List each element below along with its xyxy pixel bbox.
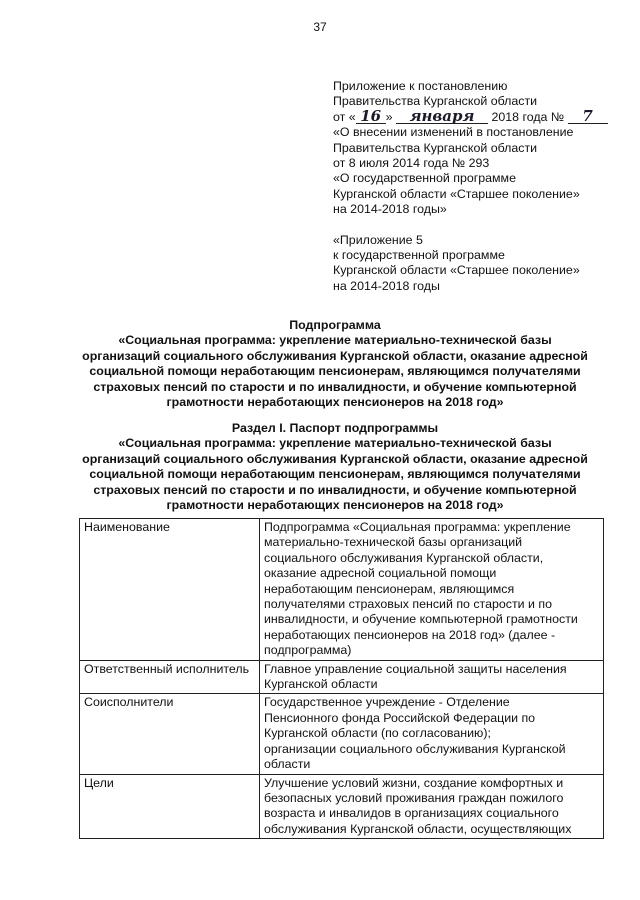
appendix-line: Курганской области «Старшее поколение» — [333, 186, 580, 201]
appendix-line: от 8 июля 2014 года № 293 — [333, 156, 490, 171]
heading-line: социальной помощи неработающим пенсионерам, являющимся получателями — [89, 364, 581, 379]
appendix-line: Правительства Курганской области — [333, 140, 538, 155]
heading-line: грамотности неработающих пенсионеров на 2018 год» — [166, 498, 504, 513]
cell-line: организации социального обслуживания Курганской — [264, 741, 566, 756]
row-value — [260, 660, 604, 694]
heading-title: Раздел I. Паспорт подпрограммы — [231, 421, 439, 435]
cell-line: Курганской области — [264, 677, 378, 692]
heading-line: социальной помощи неработающим пенсионерам, являющимся получателями — [89, 467, 581, 482]
appendix-block — [333, 79, 623, 294]
row-value — [260, 694, 604, 774]
appendix-line: Приложение к постановлению — [333, 79, 508, 93]
cell-line: Главное управление социальной защиты населения — [264, 661, 567, 676]
heading-line: организаций социального обслуживания Курганской области, оказание адресной — [82, 348, 588, 363]
handwritten-number: 7 — [568, 110, 608, 124]
date-prefix: от « — [333, 109, 356, 124]
cell-line: Курганской области (по согласованию); — [264, 726, 491, 741]
cell-line: возраста и инвалидов в организациях социального — [264, 806, 559, 821]
cell-line: Государственное учреждение - Отделение — [264, 695, 510, 710]
appendix-line: «О государственной программе — [333, 171, 516, 186]
row-label: Ответственный исполнитель — [80, 660, 260, 694]
cell-line: Подпрограмма «Социальная программа: укрепление — [264, 520, 571, 534]
table-row — [80, 774, 604, 839]
heading-line: «Социальная программа: укрепление материально-технической базы — [118, 436, 552, 451]
row-value — [260, 774, 604, 839]
heading-line: грамотности неработающих пенсионеров на 2018 год» — [166, 395, 504, 410]
date-year: 2018 года № — [491, 109, 565, 124]
appendix-line: «Приложение 5 — [333, 232, 423, 247]
cell-line: получателями страховых пенсий по старости и по — [264, 597, 552, 612]
date-mid: » — [385, 109, 393, 124]
row-label: Наименование — [80, 519, 260, 661]
subprogram-heading — [60, 318, 610, 410]
cell-line: безопасных условий проживания граждан пожилого — [264, 790, 564, 805]
appendix-line: «О внесении изменений в постановление — [333, 125, 574, 140]
cell-line: социального обслуживания Курганской области, — [264, 550, 544, 565]
cell-line: материально-технической базы организаций — [264, 535, 523, 550]
heading-title: Подпрограмма — [289, 318, 381, 332]
handwritten-day: 16 — [356, 110, 386, 124]
row-label: Соисполнители — [80, 694, 260, 774]
passport-table — [79, 518, 604, 839]
heading-line: страховых пенсий по старости и по инвалидности, и обучение компьютерной — [93, 482, 577, 497]
heading-line: страховых пенсий по старости и по инвалидности, и обучение компьютерной — [93, 379, 577, 394]
cell-line: неработающих пенсионеров на 2018 год» (далее - — [264, 627, 556, 642]
cell-line: подпрограмма) — [264, 643, 352, 658]
row-label: Цели — [80, 774, 260, 839]
appendix-line: на 2014-2018 годы» — [333, 202, 447, 217]
appendix-line: на 2014-2018 годы — [333, 278, 440, 293]
heading-line: «Социальная программа: укрепление материально-технической базы — [118, 333, 552, 348]
appendix-line: Курганской области «Старшее поколение» — [333, 263, 580, 278]
cell-line: области — [264, 757, 311, 772]
section-heading — [60, 421, 610, 513]
table-row — [80, 660, 604, 694]
cell-line: обслуживания Курганской области, осуществляющих — [264, 821, 572, 836]
handwritten-month: января — [396, 110, 488, 124]
row-value — [260, 519, 604, 661]
table-row — [80, 694, 604, 774]
page-number: 37 — [313, 20, 327, 34]
heading-line: организаций социального обслуживания Курганской области, оказание адресной — [82, 451, 588, 466]
cell-line: оказание адресной социальной помощи — [264, 566, 497, 581]
table-row — [80, 519, 604, 661]
cell-line: Пенсионного фонда Российской Федерации по — [264, 710, 536, 725]
appendix-line: к государственной программе — [333, 248, 505, 263]
spacer — [333, 218, 623, 233]
cell-line: Улучшение условий жизни, создание комфортных и — [264, 775, 564, 790]
cell-line: инвалидности, и обучение компьютерной грамотности — [264, 612, 578, 627]
appendix-date-line — [333, 106, 623, 125]
appendix-line: Правительства Курганской области — [333, 94, 538, 109]
cell-line: неработающим пенсионерам, являющимся — [264, 581, 515, 596]
